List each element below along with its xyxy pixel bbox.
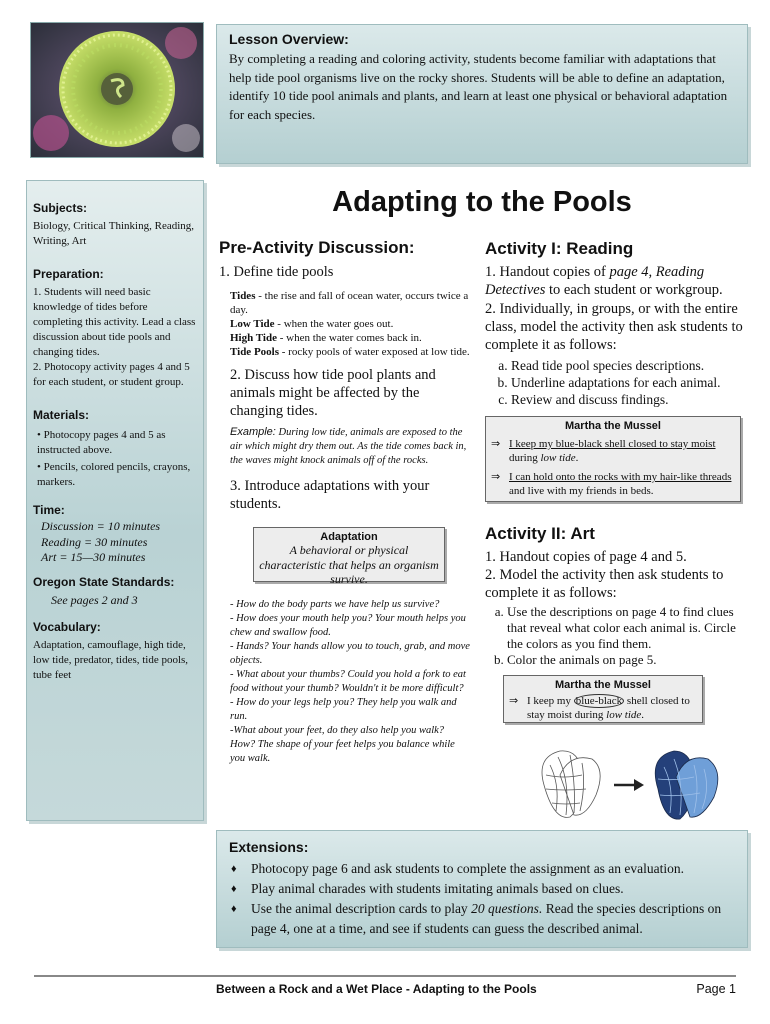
time-discussion: Discussion = 10 minutes [41, 519, 161, 533]
arrow-right-icon: ⇒ [491, 438, 501, 450]
question-list [219, 598, 471, 766]
mussel-box-title: Martha the Mussel [565, 420, 661, 432]
question-item: - How do the body parts we have help us survive? [230, 599, 440, 610]
def-high-tide: High Tide - when the water comes back in. [230, 332, 422, 344]
def-tide-pools: Tide Pools - rocky pools of water exposed at low tide. [230, 346, 470, 358]
lesson-overview-panel [216, 24, 748, 164]
preparation-item-1: 1. Students will need basic knowledge of tides before completing this activity. Lead a class discussion about tide pools and changing tides. [33, 286, 196, 358]
extensions-panel [216, 830, 748, 948]
mussel-line-2: ⇒ I can hold onto the rocks with my hair-like threads and live with my friends in beds. [491, 471, 732, 497]
anemone-photo [30, 22, 204, 158]
def-low-tide: Low Tide - when the water goes out. [230, 318, 394, 330]
substep-item: a. Read tide pool species descriptions. [511, 357, 747, 374]
subjects-heading: Subjects: [33, 201, 88, 215]
extensions-list [229, 859, 735, 939]
activity-2-step-2: 2. Model the activity then ask students to complete it as follows: [485, 567, 724, 601]
pre-step-2: 2. Discuss how tide pool plants and animals might be affected by the changing tides. [230, 367, 436, 419]
activity-2-heading: Activity II: Art [485, 524, 595, 543]
diamond-bullet-icon: ♦ [231, 863, 237, 875]
question-item: - How do your legs help you? They help you walk and run. [230, 697, 457, 722]
diamond-bullet-icon: ♦ [231, 903, 237, 915]
activity-2-step-1: 1. Handout copies of page 4 and 5. [485, 549, 687, 565]
mussel-colored-icon [655, 751, 718, 819]
example-text: Example: During low tide, animals are exposed to the air which might dry them out. As the tide comes back in, the waves might knock animals off of the rocks. [230, 426, 467, 466]
mussel-illustration [530, 745, 730, 827]
sidebar-panel [26, 180, 204, 821]
mussel-box-title: Martha the Mussel [555, 679, 651, 691]
pre-activity-heading: Pre-Activity Discussion: [219, 238, 415, 257]
adaptation-box-title: Adaptation [320, 531, 378, 543]
question-item: - How does your mouth help you? Your mouth helps you chew and swallow food. [230, 613, 466, 638]
bullet-icon: • [37, 461, 41, 473]
substep-item: c. Review and discuss findings. [511, 391, 747, 408]
pre-step-1: 1. Define tide pools [219, 264, 334, 280]
extensions-heading: Extensions: [229, 839, 309, 855]
adaptation-box-text: A behavioral or physical characteristic that helps an organism survive. [259, 543, 439, 586]
right-arrow-icon [614, 779, 644, 791]
tide-definitions [219, 289, 471, 359]
time-reading: Reading = 30 minutes [41, 534, 148, 549]
activity-2-substeps [485, 604, 747, 668]
materials-item-1: • Photocopy pages 4 and 5 as instructed above. [37, 429, 166, 456]
footer-divider [34, 975, 736, 977]
lesson-overview-heading: Lesson Overview: [229, 31, 349, 47]
standards-text: See pages 2 and 3 [51, 592, 138, 607]
preparation-item-2: 2. Photocopy activity pages 4 and 5 for each student, or student group. [33, 361, 190, 388]
question-item: - Hands? Your hands allow you to touch, grab, and move objects. [230, 641, 470, 666]
substep-item: b. Color the animals on page 5. [507, 652, 747, 668]
arrow-right-icon: ⇒ [509, 695, 519, 707]
page-title: Adapting to the Pools [332, 186, 632, 218]
materials-heading: Materials: [33, 408, 90, 422]
extension-item: ♦ Play animal charades with students imitating animals based on clues. [229, 879, 735, 899]
diamond-bullet-icon: ♦ [231, 883, 237, 895]
bullet-icon: • [37, 429, 41, 441]
mussel-example-box-reading [485, 416, 741, 502]
activity-1-substeps [485, 357, 747, 408]
time-heading: Time: [33, 503, 65, 517]
circled-color-word: blue-black [575, 695, 623, 707]
substep-item: b. Underline adaptations for each animal. [511, 374, 747, 391]
question-item: -What about your feet, do they also help you walk? How? The shape of your feet helps you balance while you walk. [230, 725, 455, 764]
subjects-text: Biology, Critical Thinking, Reading, Writing, Art [33, 220, 195, 247]
preparation-heading: Preparation: [33, 267, 104, 281]
mussel-example-box-art [503, 675, 703, 723]
adaptation-definition-box [253, 527, 445, 586]
arrow-right-icon: ⇒ [491, 471, 501, 483]
extension-item: ♦ Use the animal description cards to play 20 questions. Read the species descriptions on page 4, one at a time, and see if students can guess the described animal. [231, 901, 722, 936]
question-item: - What about your thumbs? Could you hold a fork to eat food without your thumb? Wouldn't it be more difficult? [230, 669, 466, 694]
substep-item: a. Use the descriptions on page 4 to find clues that reveal what color each animal is. Circle the colors as you find them. [507, 604, 747, 652]
materials-item-2: • Pencils, colored pencils, crayons, markers. [37, 461, 191, 488]
pre-step-3: 3. Introduce adaptations with your students. [230, 478, 430, 512]
footer-title: Between a Rock and a Wet Place - Adapting to the Pools [216, 982, 537, 996]
mussel-line-1: ⇒ I keep my blue-black shell closed to stay moist during low tide. [491, 438, 716, 464]
def-tides: Tides - the rise and fall of ocean water, occurs twice a day. [230, 290, 469, 316]
extension-item: ♦ Photocopy page 6 and ask students to complete the assignment as an evaluation. [229, 859, 735, 879]
activity-1-step-1: 1. Handout copies of page 4, Reading Detectives to each student or workgroup. [485, 264, 723, 298]
activity-1-column [485, 239, 747, 723]
pre-activity-column [219, 238, 471, 766]
activity-1-heading: Activity I: Reading [485, 239, 634, 258]
lesson-overview-text: By completing a reading and coloring activity, students become familiar with adaptations that help tide pool organisms live on the rocky shores. Students will be able to define an adaptation, identify 10 tide pool animals and plants, and learn at least one physical or behavioral adaptation for each species. [229, 51, 728, 122]
vocabulary-heading: Vocabulary: [33, 620, 101, 634]
activity-1-step-2: 2. Individually, in groups, or with the entire class, model the activity then ask students to complete it as follows: [485, 301, 743, 353]
page-number: Page 1 [696, 982, 736, 996]
mussel-art-line: ⇒ I keep my blue-black shell closed to stay moist during low tide. [509, 695, 690, 721]
time-art: Art = 15—30 minutes [41, 550, 146, 564]
standards-heading: Oregon State Standards: [33, 574, 175, 589]
mussel-outline-icon [542, 751, 600, 818]
vocabulary-text: Adaptation, camouflage, high tide, low tide, predator, tides, tide pools, tube feet [33, 639, 189, 681]
